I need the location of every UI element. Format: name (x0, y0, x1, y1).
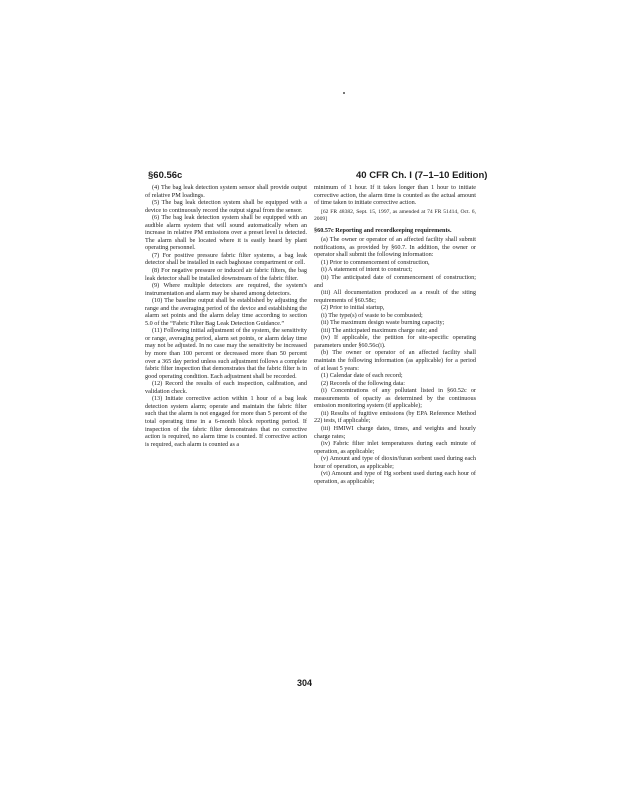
paragraph: (i) Concentrations of any pollutant listed in §60.52c or measurements of opacity as determined by the continuous emission monitoring system (if applicable); (314, 387, 476, 410)
paragraph: (6) The bag leak detection system shall be equipped with an audible alarm system that will sound automatically when an increase in relative PM emissions over a preset level is detected. The alarm shall be located where it is easily heard by plant operating personnel. (145, 214, 307, 252)
paragraph: (iii) The anticipated maximum charge rate; and (321, 326, 438, 334)
right-column (314, 184, 476, 485)
left-column (145, 184, 307, 448)
paragraph: (ii) The anticipated date of commencement of construction; and (314, 274, 476, 289)
paragraph: (a) The owner or operator of an affected facility shall submit notifications, as provided by §60.7. In addition, the owner or operator shall submit the following information: (314, 236, 476, 259)
paragraph: (13) Initiate corrective action within 1 hour of a bag leak detection system alarm; operate and maintain the fabric filter such that the alarm is not engaged for more than 5 percent of the total operating time in a 6-month block reporting period. If inspection of the fabric filter demonstrates that no corrective action is required, no alarm time is counted. If corrective action is required, each alarm is counted as a (145, 395, 307, 448)
paragraph: (i) The type(s) of waste to be combusted; (321, 311, 423, 319)
paragraph: (v) Amount and type of dioxin/furan sorbent used during each hour of operation, as applicable; (314, 455, 476, 470)
paragraph: (i) A statement of intent to construct; (321, 266, 413, 274)
section-heading: §60.57c Reporting and recordkeeping requirements. (314, 226, 452, 234)
paragraph: (7) For positive pressure fabric filter systems, a bag leak detector shall be installed in each baghouse compartment or cell. (145, 251, 307, 267)
paragraph: (iii) HMIWI charge dates, times, and weights and hourly charge rates; (314, 424, 476, 440)
paragraph: (9) Where multiple detectors are required, the system's instrumentation and alarm may be shared among detectors. (145, 282, 307, 297)
paragraph: (2) Records of the following data: (321, 379, 406, 387)
paragraph: (iv) Fabric filter inlet temperatures during each minute of operation, as applicable; (314, 440, 476, 455)
paragraph: (8) For negative pressure or induced air fabric filters, the bag leak detector shall be installed downstream of the fabric filter. (145, 267, 307, 282)
paragraph: (1) Prior to commencement of construction, (321, 258, 430, 266)
paragraph: (1) Calendar date of each record; (321, 372, 403, 380)
source-note: [62 FR 48382, Sept. 15, 1997, as amended at 74 FR 51414, Oct. 6, 2009] (314, 208, 476, 223)
paragraph: (ii) Results of fugitive emissions (by EPA Reference Method 22) tests, if applicable; (314, 409, 476, 425)
paragraph: (12) Record the results of each inspection, calibration, and validation check. (145, 380, 307, 395)
paragraph: (11) Following initial adjustment of the system, the sensitivity or range, averaging period, alarm set points, or alarm delay time may not be adjusted. In no case may the sensitivity be increased by more than 100 percent or decreased more than 50 percent over a 365 day period unless such adjustment follows a complete fabric filter inspection that demonstrates that the fabric filter is in good operating condition. Each adjustment shall be recorded. (145, 327, 307, 380)
paragraph: (b) The owner or operator of an affected facility shall maintain the following information (as applicable) for a period of at least 5 years: (314, 349, 476, 372)
speck-mark (343, 92, 345, 94)
paragraph: (2) Prior to initial startup, (321, 304, 385, 312)
paragraph: (4) The bag leak detection system sensor shall provide output of relative PM loadings. (145, 184, 307, 199)
cfr-title-header: 40 CFR Ch. I (7–1–10 Edition) (356, 170, 488, 181)
paragraph: (10) The baseline output shall be established by adjusting the range and the averaging period of the device and establishing the alarm set points and the alarm delay time according to section 5.0 of the “Fabric Filter Bag Leak Detection Guidance.” (145, 297, 307, 327)
paragraph: (iv) If applicable, the petition for site-specific operating parameters under §60.56c(i). (314, 334, 476, 349)
paragraph: (5) The bag leak detection system shall be equipped with a device to continuously record the output signal from the sensor. (145, 199, 307, 214)
section-header: §60.56c (148, 170, 183, 181)
paragraph: (vi) Amount and type of Hg sorbent used during each hour of operation, as applicable; (314, 470, 476, 485)
paragraph: minimum of 1 hour. If it takes longer than 1 hour to initiate corrective action, the alarm time is counted as the actual amount of time taken to initiate corrective action. (314, 184, 476, 207)
paragraph: (ii) The maximum design waste burning capacity; (321, 319, 445, 327)
paragraph: (iii) All documentation produced as a result of the siting requirements of §60.58c; (314, 289, 476, 304)
page-number: 304 (297, 678, 313, 688)
